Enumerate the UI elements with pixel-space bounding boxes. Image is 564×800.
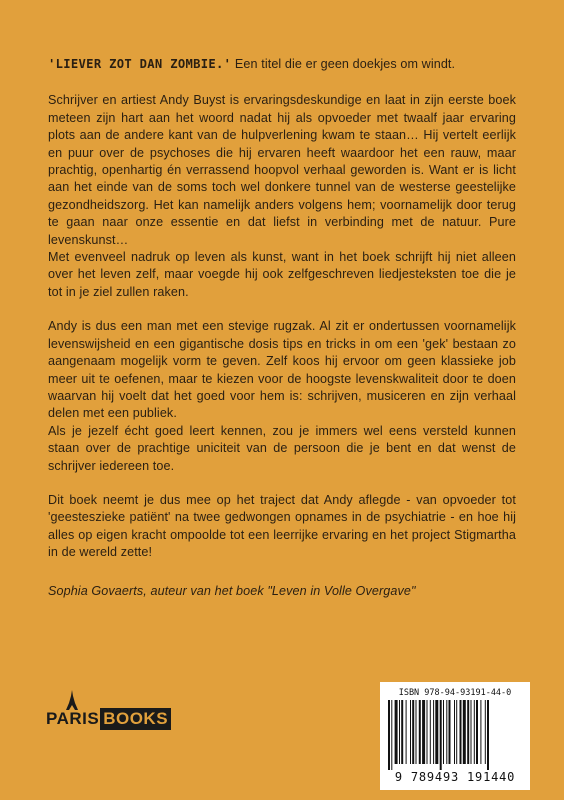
barcode-bar [446, 700, 447, 764]
barcode-digits: 9 789493 191440 [394, 770, 516, 784]
barcode-bar [463, 700, 466, 764]
barcode-bar [410, 700, 411, 764]
barcode-bar [391, 700, 392, 770]
barcode-bar [395, 700, 398, 764]
back-cover-text [48, 56, 516, 600]
barcode-bar [487, 700, 489, 770]
publisher-logo [46, 706, 171, 732]
barcode-bar [401, 700, 403, 764]
barcode-bar [419, 700, 421, 764]
barcode-bar [427, 700, 428, 764]
barcode-bar [480, 700, 481, 764]
barcode-bar [406, 700, 407, 764]
barcode-bar [454, 700, 455, 764]
barcode-bar [416, 700, 417, 764]
barcode-bar [474, 700, 475, 764]
barcode-bar [422, 700, 425, 764]
paragraph-1: Schrijver en artiest Andy Buyst is ervaringsdeskundige en laat in zijn eerste boek meteen zijn hart aan het woord nadat hij als opvoeder met twaalf jaar ervaring plots aan de andere kant van de hulpverlening kwam te staan… Hij vertelt eerlijk en puur over de psychoses die hij ervaren heeft waardoor het een rauw, maar prachtig, openhartig én verrassend hoopvol verhaal geworden is. Want er is licht aan het einde van de soms toch wel donkere tunnel van de westerse geestelijke gezondheidszorg. Het kan namelijk anders volgens hem; voornamelijk door terug te gaan naar onze essentie en dat liefst in verbinding met de natuur. Pure levenskunst… [48, 93, 516, 247]
paragraph-2: Met evenveel nadruk op leven als kunst, want in het boek schrijft hij niet alleen over het leven zelf, maar voegde hij ook zelfgeschreven liedjesteksten toe die je tot in je ziel zullen raken. [48, 250, 516, 299]
barcode-bar [476, 700, 478, 764]
barcode-bar [433, 700, 434, 764]
isbn-barcode [380, 682, 530, 790]
barcode-bar [388, 700, 390, 770]
publisher-logo-part1: PARIS [46, 709, 100, 728]
barcode-bar [471, 700, 472, 764]
barcode-bar [443, 700, 444, 764]
barcode-bar [467, 700, 469, 764]
barcode-bar [440, 700, 442, 770]
barcode-bar [456, 700, 457, 764]
barcode-bar [460, 700, 462, 764]
review-attribution: Sophia Govaerts, auteur van het boek "Leven in Volle Overgave" [48, 583, 416, 598]
barcode-bar [435, 700, 438, 764]
paragraph-3: Andy is dus een man met een stevige rugzak. Al zit er ondertussen voornamelijk levenswijsheid en een gigantische dosis tips en tricks in om een 'gek' bestaan zo aangenaam mogelijk vorm te geven. Zelf koos hij ervoor om geen klassieke job meer uit te oefenen, maar te kiezen voor de hoogste levenskwaliteit door te doen waarvan hij voelt dat het goed voor hem is: schrijven, musiceren en zijn verhaal delen met een publiek. [48, 319, 516, 421]
barcode-bar [399, 700, 400, 764]
publisher-logo-part2: BOOKS [100, 708, 171, 730]
barcode-bar [430, 700, 431, 764]
barcode-bars [386, 700, 524, 770]
barcode-bar [412, 700, 414, 764]
barcode-bar [449, 700, 451, 764]
paragraph-5: Dit boek neemt je dus mee op het traject dat Andy aflegde - van opvoeder tot 'geesteszieke patiënt' na twee gedwongen opnames in de psychiatrie - en hoe hij alles op eigen kracht ompoolde tot een leerrijke ervaring en het project Stigmartha in de wereld zette! [48, 492, 516, 560]
paragraph-4: Als je jezelf écht goed leert kennen, zou je immers wel eens versteld kunnen staan over de prachtige uniciteit van de persoon die je bent en dat wenst de schrijver iedereen toe. [48, 423, 516, 473]
book-title: 'LIEVER ZOT DAN ZOMBIE.' [48, 57, 232, 71]
barcode-bar [485, 700, 486, 764]
isbn-label: ISBN 978-94-93191-44-0 [398, 688, 512, 698]
intro-text: Een titel die er geen doekjes om windt. [231, 57, 456, 71]
intro-line [48, 56, 516, 73]
